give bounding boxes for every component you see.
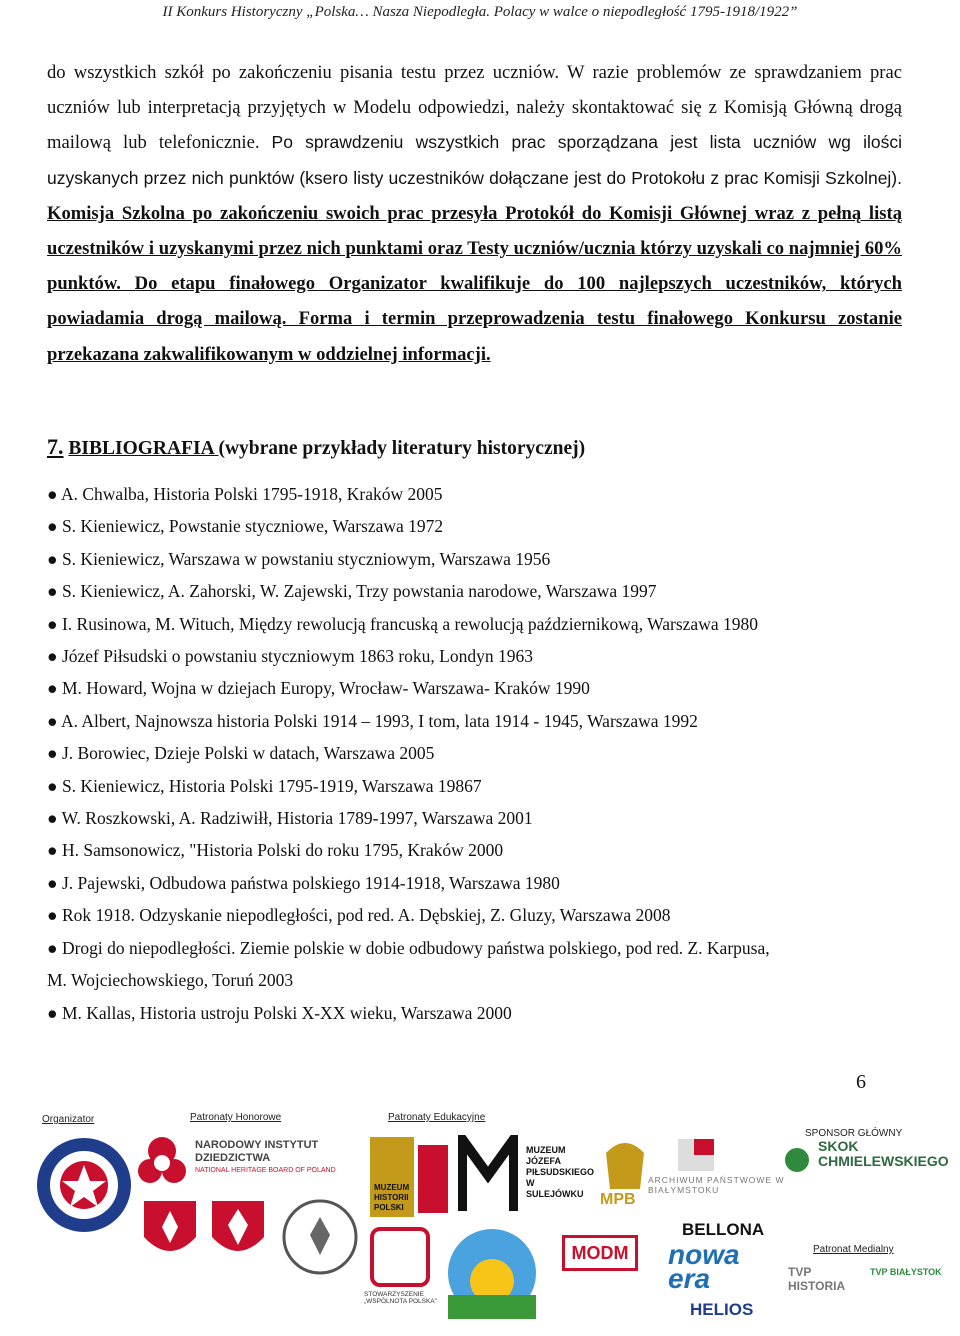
- label-patronaty-edukacyjne: Patronaty Edukacyjne: [388, 1112, 486, 1123]
- list-item: ● Drogi do niepodległości. Ziemie polskie w dobie odbudowy państwa polskiego, pod red. Z. Karpusa,: [47, 937, 770, 958]
- ipn-logo-icon: [280, 1197, 360, 1277]
- regional-sun-icon: [442, 1223, 542, 1323]
- list-item: ● M. Kallas, Historia ustroju Polski X-XX wieku, Warszawa 2000: [47, 1002, 512, 1023]
- organizer-seal-icon: [34, 1133, 134, 1243]
- list-item: ● Rok 1918. Odzyskanie niepodległości, pod red. A. Dębskiej, Z. Gluzy, Warszawa 2008: [47, 905, 671, 926]
- eagle-emblem-icon: [208, 1197, 268, 1267]
- body-paragraph: [47, 55, 902, 372]
- muzeum-historii-label: MUZEUM HISTORII POLSKI: [374, 1183, 410, 1212]
- list-item: ● I. Rusinowa, M. Wituch, Między rewolucją francuską a rewolucją październikową, Warszawa 1980: [47, 613, 758, 634]
- coat-of-arms-icon: [140, 1197, 200, 1267]
- list-item: M. Wojciechowskiego, Toruń 2003: [47, 970, 294, 991]
- tvp-bialystok-logo: TVP BIAŁYSTOK: [870, 1267, 942, 1277]
- list-item: ● W. Roszkowski, A. Radziwiłł, Historia 1789-1997, Warszawa 2001: [47, 808, 533, 829]
- section-number: 7.: [47, 434, 64, 459]
- archiwum-label: ARCHIWUM PAŃSTWOWE W BIAŁYMSTOKU: [648, 1175, 785, 1195]
- skok-label: SKOK CHMIELEWSKIEGO: [818, 1138, 949, 1169]
- list-item: ● J. Pajewski, Odbudowa państwa polskiego 1914-1918, Warszawa 1980: [47, 872, 560, 893]
- tvp-historia-logo: TVP HISTORIA: [788, 1265, 846, 1293]
- skok-icon: [782, 1145, 812, 1175]
- sponsor-logos-strip: [30, 1105, 955, 1330]
- list-item: ● J. Borowiec, Dzieje Polski w datach, Warszawa 2005: [47, 743, 435, 764]
- section-heading: [47, 434, 585, 460]
- section-title: BIBLIOGRAFIA: [68, 438, 219, 459]
- list-item: ● Józef Piłsudski o powstaniu styczniowym 1863 roku, Londyn 1963: [47, 646, 533, 667]
- nid-label: NARODOWY INSTYTUT DZIEDZICTWA: [195, 1139, 319, 1164]
- muzeum-p-block: [418, 1145, 448, 1213]
- list-item: ● A. Albert, Najnowsza historia Polski 1914 – 1993, I tom, lata 1914 - 1945, Warszawa 1992: [47, 710, 698, 731]
- list-item: ● S. Kieniewicz, Warszawa w powstaniu styczniowym, Warszawa 1956: [47, 548, 551, 569]
- nid-label-en: NATIONAL HERITAGE BOARD OF POLAND: [195, 1167, 336, 1174]
- paragraph-sentence-3: Komisja Szkolna po zakończeniu swoich prac przesyła Protokół do Komisji Głównej wraz z pełną listą uczestników i uzyskanymi przez nich punktami oraz Testy uczniów/ucznia którzy uzyskali co najmniej 60% punktów. Do etapu finałowego Organizator kwalifikuje do 100 najlepszych uczestników, których powiadamia drogą mailową. Forma i termin przeprowadzenia testu finałowego Konkursu zostanie przekazana zakwalifikowanym w oddzielnej informacji.: [47, 202, 902, 365]
- mpb-label: MPB: [600, 1191, 636, 1208]
- list-item: ● S. Kieniewicz, Historia Polski 1795-1919, Warszawa 19867: [47, 775, 482, 796]
- list-item: ● M. Howard, Wojna w dziejach Europy, Wrocław- Warszawa- Kraków 1990: [47, 678, 590, 699]
- page-header: II Konkurs Historyczny „Polska… Nasza Niepodległa. Polacy w walce o niepodległość 1795-1918/1922”: [162, 4, 798, 20]
- label-organizator: Organizator: [42, 1114, 95, 1125]
- label-patronaty-honorowe: Patronaty Honorowe: [190, 1112, 282, 1123]
- wspolnota-label: STOWARZYSZENIE „WSPÓLNOTA POLSKA”: [364, 1291, 437, 1305]
- helios-logo: HELIOS: [690, 1300, 754, 1319]
- modm-logo: MODM: [562, 1235, 638, 1271]
- bellona-logo: BELLONA: [682, 1220, 765, 1239]
- nowa-era-logo: nowa era: [668, 1239, 740, 1294]
- list-item: ● A. Chwalba, Historia Polski 1795-1918, Kraków 2005: [47, 484, 443, 504]
- list-item: ● S. Kieniewicz, Powstanie styczniowe, Warszawa 1972: [47, 516, 444, 537]
- wspolnota-icon: [368, 1225, 432, 1289]
- list-item: ● H. Samsonowicz, "Historia Polski do roku 1795, Kraków 2000: [47, 840, 504, 861]
- pilsudski-m-icon: [458, 1135, 518, 1215]
- page-number: 6: [856, 1071, 866, 1093]
- label-patronat-medialny: Patronat Medialny: [813, 1244, 894, 1255]
- pilsudski-label: MUZEUM JÓZEFA PIŁSUDSKIEGO W SULEJÓWKU: [526, 1145, 595, 1199]
- list-item: ● S. Kieniewicz, A. Zahorski, W. Zajewski, Trzy powstania narodowe, Warszawa 1997: [47, 581, 657, 602]
- bibliography-list: [47, 478, 917, 1029]
- paragraph-sentence-2: Po sprawdzeniu wszystkich prac sporządzana jest lista uczniów wg ilości uzyskanych przez nich punktów (ksero listy uczestników dołączane jest do Protokołu z prac Komisji Szkolnej).: [47, 132, 902, 188]
- paragraph-sentence-1: do wszystkich szkół po zakończeniu pisania testu przez uczniów. W razie problemów ze sprawdzaniem prac uczniów lub interpretacją przyjętych w Modelu odpowiedzi, należy skontaktować się z Komisją Główną drogą mailową lub telefonicznie.: [47, 62, 902, 154]
- archiwum-icon: [676, 1137, 716, 1173]
- section-subtitle: (wybrane przykłady literatury historycznej): [218, 438, 586, 459]
- label-sponsor-glowny: SPONSOR GŁÓWNY: [805, 1128, 903, 1139]
- nid-logo-icon: [138, 1133, 186, 1189]
